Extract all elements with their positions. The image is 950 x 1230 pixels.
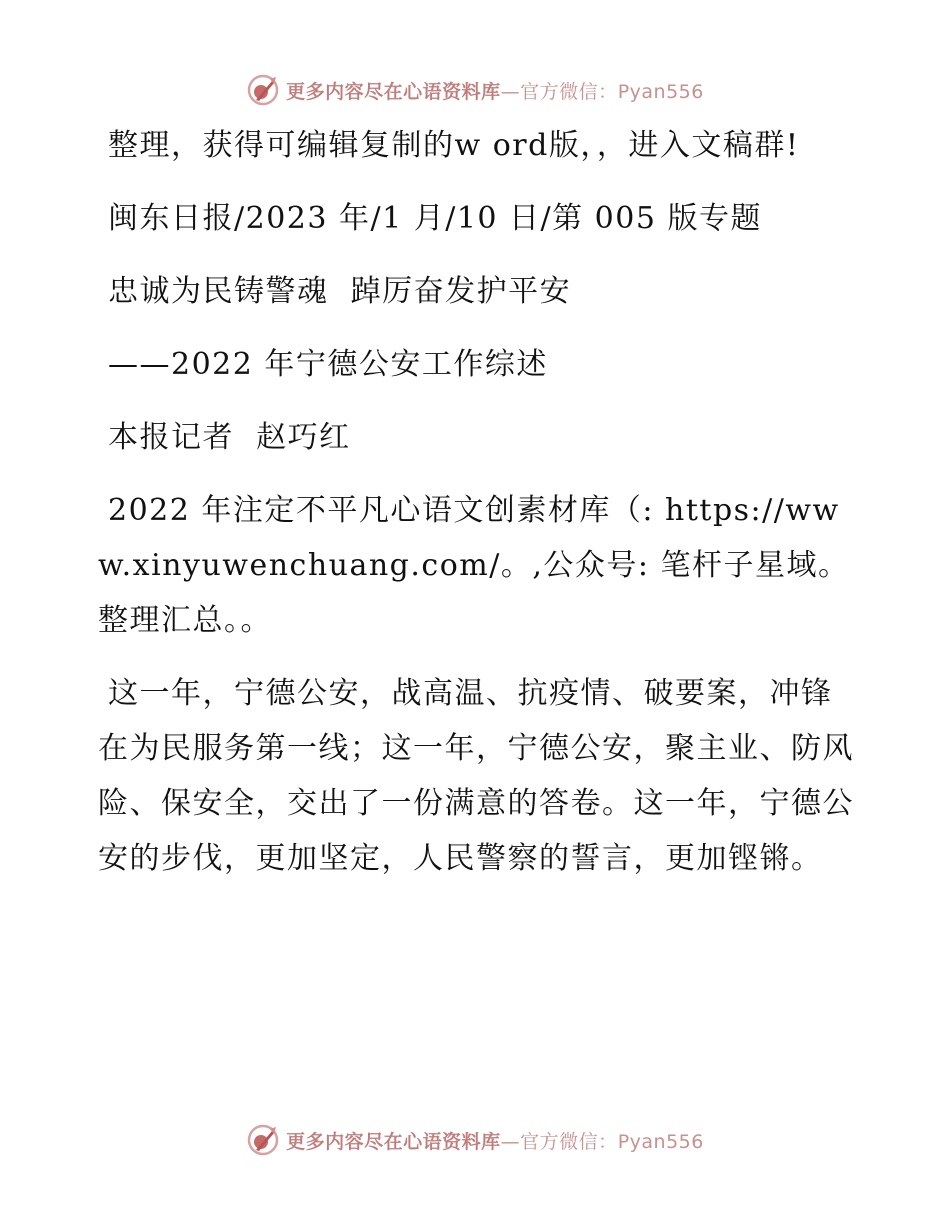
paragraph-body-1: 2022 年注定不平凡心语文创素材库（: https://www.xinyuwenchuang.com/。,公众号: 笔杆子星域。整理汇总。。 [98, 493, 850, 638]
article-title: 忠诚为民铸警魂 踔厉奋发护平安 [108, 274, 572, 309]
watermark-wechat-id: Pyan556 [617, 80, 704, 103]
watermark-text [286, 77, 704, 104]
article-subtitle: ——2022 年宁德公安工作综述 [108, 347, 548, 382]
watermark-dash: — [500, 1130, 521, 1153]
watermark-text [286, 1127, 704, 1154]
watermark-brand: 更多内容尽在心语资料库 [286, 1130, 501, 1153]
article-byline: 本报记者 赵巧红 [108, 420, 351, 455]
watermark-wechat-label: 官方微信： [520, 80, 618, 103]
header-watermark [0, 68, 950, 112]
watermark-dash: — [500, 80, 521, 103]
paragraph-intro: 整理，获得可编辑复制的w ord版，，进入文稿群! [108, 128, 800, 163]
paragraph-source: 闽东日报/2023 年/1 月/10 日/第 005 版专题 [108, 201, 762, 236]
watermark-brand: 更多内容尽在心语资料库 [286, 80, 501, 103]
quill-pen-logo-icon [246, 73, 280, 107]
paragraph-body-2: 这一年，宁德公安，战高温、抗疫情、破要案，冲锋在为民服务第一线；这一年，宁德公安，聚主业、防风险、保安全，交出了一份满意的答卷。这一年，宁德公安的步伐，更加坚定，人民警察的誓言，更加铿锵。 [98, 676, 854, 876]
watermark-wechat-label: 官方微信： [520, 1130, 618, 1153]
watermark-wechat-id: Pyan556 [617, 1130, 704, 1153]
footer-watermark [0, 1118, 950, 1162]
quill-pen-logo-icon [246, 1123, 280, 1157]
document-body [98, 118, 854, 886]
